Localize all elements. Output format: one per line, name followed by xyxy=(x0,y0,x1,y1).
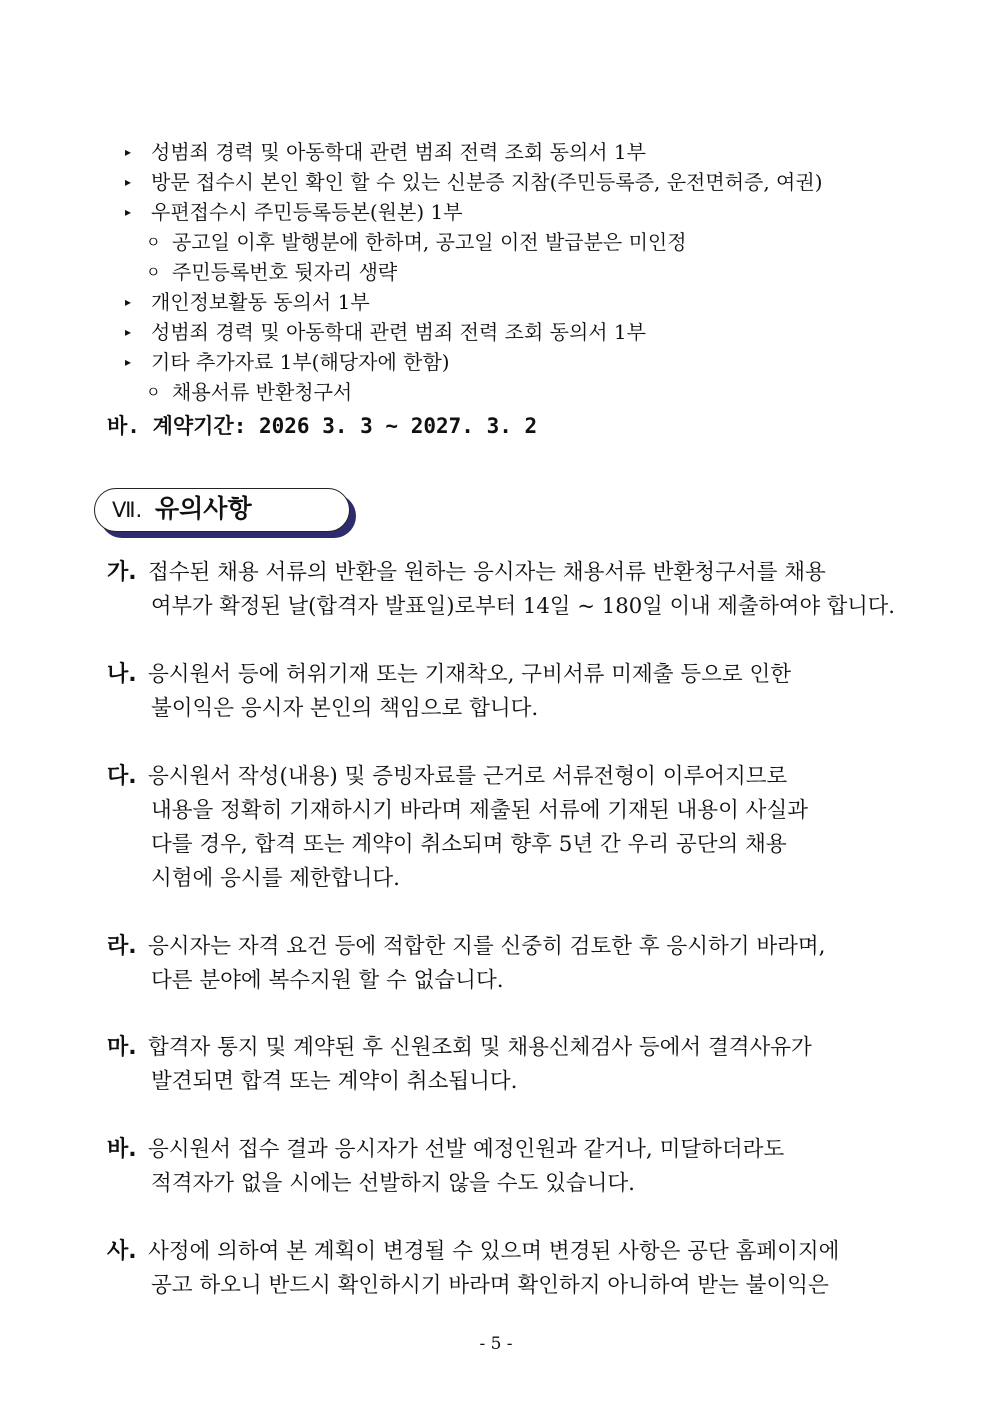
note-line: 응시원서 등에 허위기재 또는 기재착오, 구비서류 미제출 등으로 인한 xyxy=(148,662,792,687)
bullet-marker: ▸ xyxy=(125,325,132,339)
list-item: 성범죄 경력 및 아동학대 관련 범죄 전력 조회 동의서 1부 xyxy=(151,140,646,164)
note-line: 응시자는 자격 요건 등에 적합한 지를 신중히 검토한 후 응시하기 바라며, xyxy=(148,934,826,959)
note-letter: 나. xyxy=(107,662,137,687)
bullet-marker: ▸ xyxy=(125,175,132,189)
list-item: 개인정보활동 동의서 1부 xyxy=(151,290,370,314)
note-line: 사정에 의하여 본 계획이 변경될 수 있으며 변경된 사항은 공단 홈페이지에 xyxy=(148,1239,840,1264)
sub-bullet-marker: ㅇ xyxy=(146,233,161,251)
note-letter: 마. xyxy=(107,1035,137,1060)
sub-bullet-marker: ㅇ xyxy=(146,263,161,281)
bullet-marker: ▸ xyxy=(125,145,132,159)
list-sub-item: 채용서류 반환청구서 xyxy=(172,380,353,404)
sub-bullet-marker: ㅇ xyxy=(146,383,161,401)
note-line: 합격자 통지 및 계약된 후 신원조회 및 채용신체검사 등에서 결격사유가 xyxy=(148,1035,812,1060)
note-letter: 라. xyxy=(107,934,137,959)
note-line: 응시원서 접수 결과 응시자가 선발 예정인원과 같거나, 미달하더라도 xyxy=(148,1137,785,1162)
note-letter: 사. xyxy=(107,1239,137,1264)
bullet-marker: ▸ xyxy=(125,295,132,309)
list-item: 성범죄 경력 및 아동학대 관련 범죄 전력 조회 동의서 1부 xyxy=(151,320,646,344)
note-line: 여부가 확정된 날(합격자 발표일)로부터 14일 ~ 180일 이내 제출하여야 합니다. xyxy=(151,594,896,619)
note-line: 다른 분야에 복수지원 할 수 없습니다. xyxy=(151,968,504,993)
list-sub-item: 주민등록번호 뒷자리 생략 xyxy=(172,260,398,284)
note-line: 접수된 채용 서류의 반환을 원하는 응시자는 채용서류 반환청구서를 채용 xyxy=(148,560,826,585)
note-letter: 다. xyxy=(107,764,137,789)
page-number: - 5 - xyxy=(479,1334,513,1354)
list-item: 기타 추가자료 1부(해당자에 한함) xyxy=(151,350,450,374)
note-letter: 가. xyxy=(107,560,137,585)
note-line: 내용을 정확히 기재하시기 바라며 제출된 서류에 기재된 내용이 사실과 xyxy=(151,798,808,823)
note-line: 다를 경우, 합격 또는 계약이 취소되며 향후 5년 간 우리 공단의 채용 xyxy=(151,832,787,857)
note-line: 공고 하오니 반드시 확인하시기 바라며 확인하지 아니하여 받는 불이익은 xyxy=(151,1273,829,1298)
bullet-marker: ▸ xyxy=(125,205,132,219)
contract-period: 바. 계약기간: 2026 3. 3 ~ 2027. 3. 2 xyxy=(107,414,538,438)
section-title: 유의사항 xyxy=(155,494,252,523)
note-line: 불이익은 응시자 본인의 책임으로 합니다. xyxy=(151,696,539,721)
list-sub-item: 공고일 이후 발행분에 한하며, 공고일 이전 발급분은 미인정 xyxy=(172,230,687,254)
note-line: 응시원서 작성(내용) 및 증빙자료를 근거로 서류전형이 이루어지므로 xyxy=(148,764,788,789)
note-line: 발견되면 합격 또는 계약이 취소됩니다. xyxy=(151,1069,518,1094)
section-number: Ⅶ. xyxy=(112,498,143,522)
bullet-marker: ▸ xyxy=(125,355,132,369)
note-letter: 바. xyxy=(107,1137,137,1162)
list-item: 방문 접수시 본인 확인 할 수 있는 신분증 지참(주민등록증, 운전면허증, 여권) xyxy=(151,170,823,194)
note-line: 적격자가 없을 시에는 선발하지 않을 수도 있습니다. xyxy=(151,1171,635,1196)
list-item: 우편접수시 주민등록등본(원본) 1부 xyxy=(151,200,463,224)
note-line: 시험에 응시를 제한합니다. xyxy=(151,866,400,891)
